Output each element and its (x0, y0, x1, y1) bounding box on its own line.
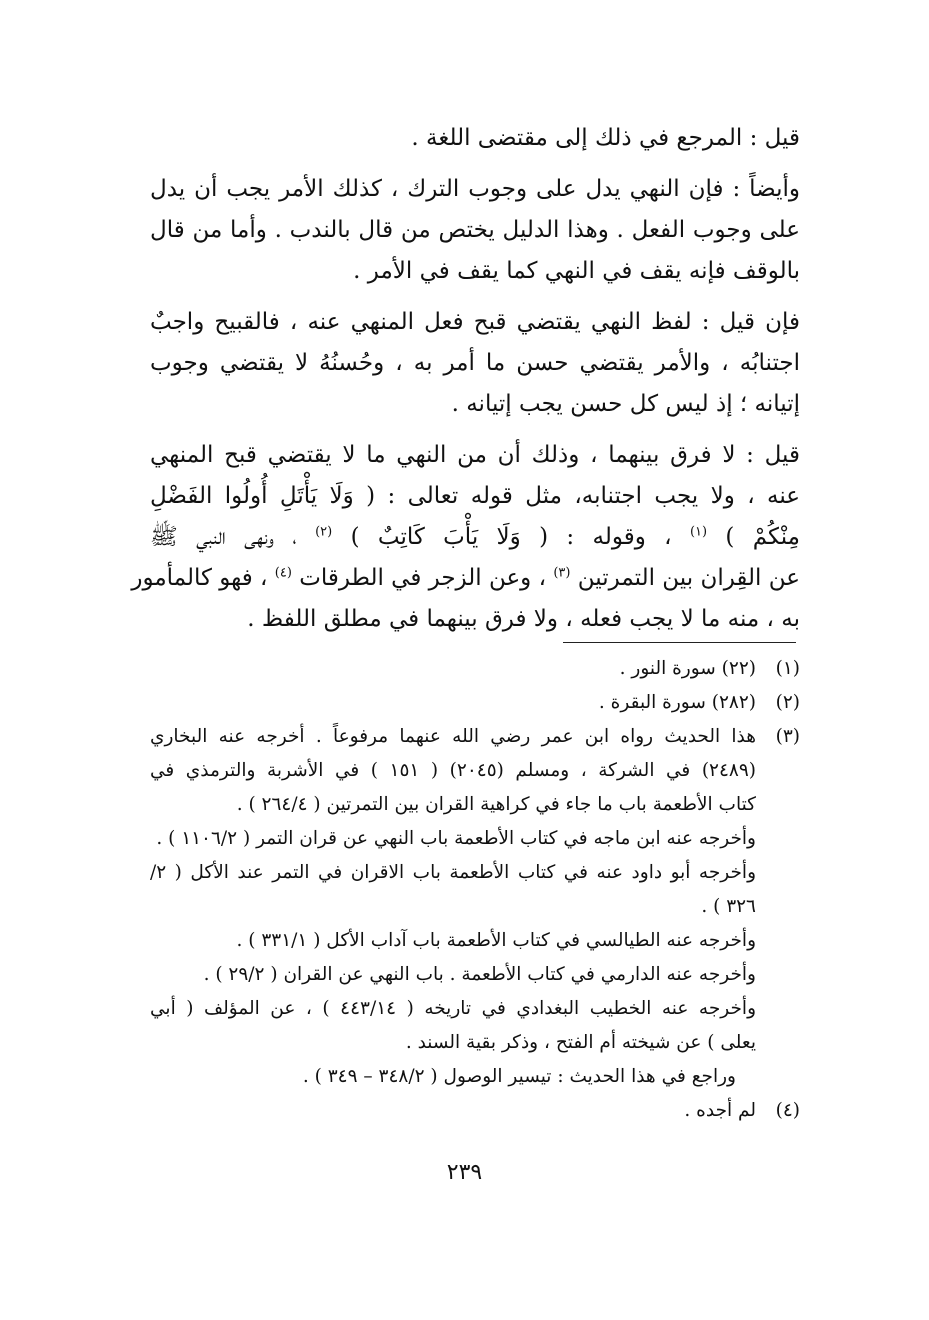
footnote-body (150, 686, 756, 720)
text-line: على وجوب الفعل . وهذا الدليل يختص من قال بالندب . وأما من قال (150, 217, 800, 243)
footnote-line: (٢٢) سورة النور . (619, 658, 756, 679)
text-line: فإن قيل : لفظ النهي يقتضي قبح فعل المنهي عنه ، فالقبيح واجبٌ (150, 309, 800, 335)
footnote-line: لم أجده . (684, 1100, 756, 1121)
footnote-number: (٤) (775, 1100, 800, 1121)
text-line (150, 517, 800, 558)
footnote-line: وأخرجه عنه الطيالسي في كتاب الأطعمة باب آداب الأكل ( ٣٣١/١ ) . (236, 930, 756, 951)
footnote-body (150, 720, 756, 1094)
footnote-2 (150, 686, 800, 720)
footnote-ref-1[interactable]: (١) (689, 524, 708, 540)
footnote-ref-3[interactable]: (٣) (553, 565, 571, 581)
footnote-ref-2[interactable]: (٢) (315, 524, 333, 540)
text-line: به ، منه ما لا يجب فعله ، ولا فرق بينهما في مطلق اللفظ . (247, 606, 800, 632)
main-text (131, 118, 801, 640)
footnote-line: وأخرجه عنه الخطيب البغدادي في تاريخه ( ٤٤٣/١٤ ) ، عن المؤلف ( أبي (150, 998, 757, 1019)
footnote-body (150, 652, 756, 686)
footnote-line: وراجع في هذا الحديث : تيسير الوصول ( ٣٤٨/٢ – ٣٤٩ ) . (302, 1066, 736, 1087)
footnote-line: ٣٢٦ ) . (701, 896, 756, 917)
footnote-line: (٢٤٨٩) في الشركة ، ومسلم (٢٠٤٥) ( ١٥١ ) في الأشربة والترمذي في (150, 760, 756, 781)
footnote-number: (٣) (775, 726, 800, 747)
text-line: إتيانه ؛ إذ ليس كل حسن يجب إتيانه . (451, 391, 800, 417)
footnote-line: يعلى ) عن شيخته أم الفتح ، وذكر بقية السند . (405, 1032, 756, 1053)
footnotes (150, 652, 800, 1128)
page-number: ٢٣٩ (446, 1160, 483, 1185)
text-segment: ، ونهى النبي ﷺ (150, 524, 297, 550)
text-segment: عن القِران بين التمرتين (577, 565, 800, 591)
paragraph-2 (150, 169, 800, 292)
footnote-separator (563, 642, 796, 643)
footnote-line: كتاب الأطعمة باب ما جاء في كراهية القران بين التمرتين ( ٢٦٤/٤ ) . (236, 794, 756, 815)
paragraph-4 (131, 435, 801, 640)
footnote-4 (150, 1094, 800, 1128)
text-line: عنه ، ولا يجب اجتنابه، مثل قوله تعالى : ( وَلَا يَأْتَلِ أُولُوا الفَضْلِ (150, 483, 800, 509)
footnote-line: وأخرجه عنه ابن ماجه في كتاب الأطعمة باب النهي عن قران التمر ( ١١٠٦/٢ ) . (156, 828, 756, 849)
footnote-line: وأخرجه عنه الدارمي في كتاب الأطعمة . باب النهي عن القران ( ٢٩/٢ ) . (203, 964, 756, 985)
footnote-line: هذا الحديث رواه ابن عمر رضي الله عنهما مرفوعاً . أخرجه عنه البخاري (150, 726, 756, 747)
footnote-line: وأخرجه أبو داود عنه في كتاب الأطعمة باب الاقران في التمر عند الأكل ( ٢/ (150, 862, 756, 883)
footnote-number: (٢) (775, 692, 800, 713)
text-line: قيل : لا فرق بينهما ، وذلك أن من النهي ما لا يقتضي قبح المنهي (150, 442, 800, 468)
footnote-3 (150, 720, 800, 1094)
text-line (131, 558, 800, 599)
paragraph-1 (150, 118, 800, 159)
footnote-number: (١) (775, 658, 800, 679)
text-line: وأيضاً : فإن النهي يدل على وجوب الترك ، كذلك الأمر يجب أن يدل (150, 176, 800, 202)
footnote-1 (150, 652, 800, 686)
text-line: بالوقف فإنه يقف في النهي كما يقف في الأمر . (353, 258, 800, 284)
footnote-ref-4[interactable]: (٤) (274, 565, 292, 581)
text-segment: ، وقوله : ( وَلَا يَأْبَ كَاتِبٌ ) (350, 524, 672, 550)
text-segment: ، فهو كالمأمور (131, 565, 268, 591)
text-line: قيل : المرجع في ذلك إلى مقتضى اللغة . (411, 125, 800, 151)
quran-quote: مِنْكُمْ ) (725, 524, 801, 550)
footnote-line: (٢٨٢) سورة البقرة . (598, 692, 756, 713)
text-line: اجتنابُه ، والأمر يقتضي حسن ما أمر به ، وحُسنُهُ لا يقتضي وجوب (150, 350, 800, 376)
footnote-body (150, 1094, 756, 1128)
text-segment: ، وعن الزجر في الطرقات (299, 565, 547, 591)
paragraph-3 (150, 302, 800, 425)
